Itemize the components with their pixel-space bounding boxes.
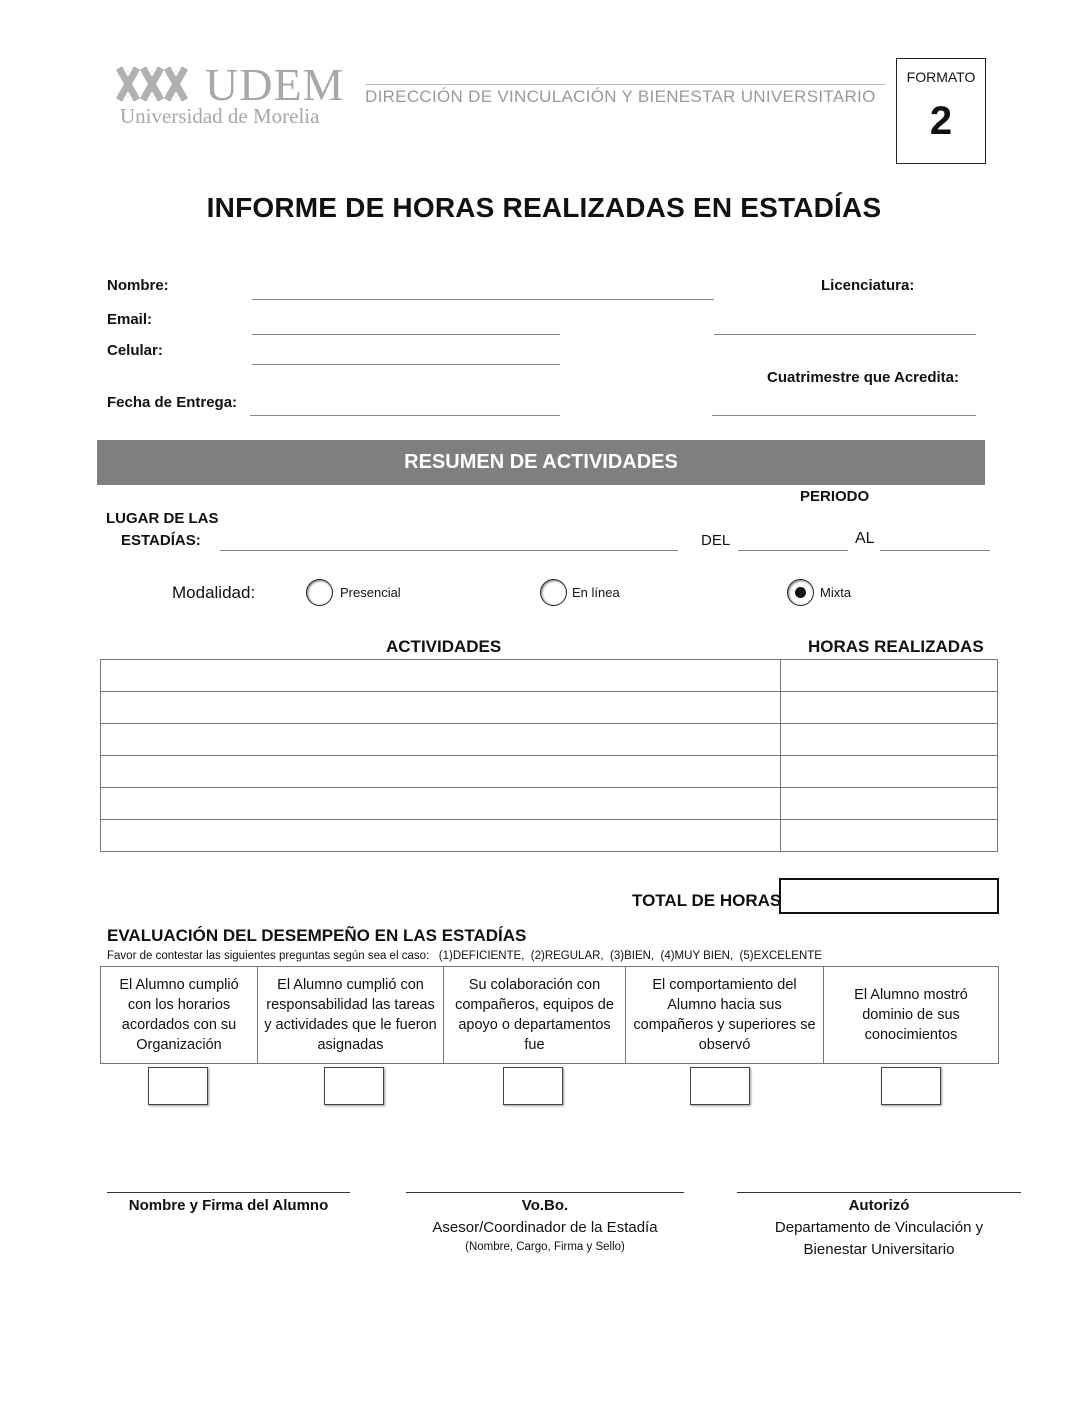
total-horas-field[interactable] (779, 878, 999, 914)
email-field[interactable] (252, 334, 560, 335)
table-row (101, 660, 998, 692)
vobo-line2: (Nombre, Cargo, Firma y Sello) (465, 1241, 625, 1253)
mixta-label: Mixta (820, 585, 852, 600)
vobo-signature-line[interactable] (406, 1192, 684, 1193)
vobo-block (406, 1195, 684, 1255)
formato-number: 2 (929, 99, 953, 143)
lugar-label-line1: LUGAR DE LAS (106, 510, 219, 527)
activity-cell[interactable] (101, 820, 781, 852)
radio-en-linea[interactable] (540, 579, 567, 606)
hours-cell[interactable] (781, 820, 998, 852)
evaluation-instructions: Favor de contestar las siguientes preguntas según sea el caso: (1)DEFICIENTE, (2)REGULAR, (3)BIEN, (4)MUY BIEN, (5)EXCELENTE (107, 950, 822, 962)
resumen-band: RESUMEN DE ACTIVIDADES (97, 440, 985, 485)
table-row (101, 967, 999, 1064)
table-row (101, 820, 998, 852)
al-label: AL (855, 530, 875, 547)
radio-presencial[interactable] (306, 579, 333, 606)
criterion-cell: El Alumno mostró dominio de sus conocimientos (824, 967, 999, 1064)
alumno-signature-label: Nombre y Firma del Alumno (128, 1197, 329, 1214)
udem-logo-mark-icon (115, 62, 205, 106)
table-row (101, 756, 998, 788)
licenciatura-label: Licenciatura: (821, 277, 915, 294)
cuatrimestre-label: Cuatrimestre que Acredita: (767, 369, 959, 386)
evaluation-table (100, 966, 999, 1064)
activity-cell[interactable] (101, 692, 781, 724)
score-box-1[interactable] (148, 1067, 208, 1105)
table-row (101, 724, 998, 756)
score-box-4[interactable] (690, 1067, 750, 1105)
score-box-5[interactable] (881, 1067, 941, 1105)
vobo-line1: Asesor/Coordinador de la Estadía (432, 1219, 658, 1236)
page-title: INFORME DE HORAS REALIZADAS EN ESTADÍAS (206, 192, 882, 223)
licenciatura-field[interactable] (714, 334, 976, 335)
hours-cell[interactable] (781, 756, 998, 788)
activities-table (100, 659, 998, 852)
hours-cell[interactable] (781, 724, 998, 756)
total-horas-label: TOTAL DE HORAS (632, 891, 782, 910)
modalidad-label: Modalidad: (172, 583, 256, 602)
evaluation-title: EVALUACIÓN DEL DESEMPEÑO EN LAS ESTADÍAS (107, 926, 527, 945)
hours-cell[interactable] (781, 692, 998, 724)
autorizo-title: Autorizó (848, 1197, 910, 1214)
table-row (101, 788, 998, 820)
formato-label: FORMATO (906, 69, 976, 85)
del-label: DEL (701, 532, 731, 549)
formato-box (896, 58, 986, 164)
cuatrimestre-field[interactable] (712, 415, 976, 416)
activity-cell[interactable] (101, 788, 781, 820)
lugar-label-line2: ESTADÍAS: (121, 532, 201, 549)
radio-mixta[interactable] (787, 579, 814, 606)
al-field[interactable] (880, 550, 990, 551)
criterion-cell: El comportamiento del Alumno hacia sus compañeros y superiores se observó (626, 967, 824, 1064)
horas-header: HORAS REALIZADAS (808, 637, 984, 656)
del-field[interactable] (738, 550, 848, 551)
fecha-label: Fecha de Entrega: (107, 394, 238, 411)
table-row (101, 692, 998, 724)
autorizo-line2: Bienestar Universitario (803, 1241, 955, 1258)
celular-field[interactable] (252, 364, 560, 365)
nombre-label: Nombre: (107, 277, 169, 294)
criterion-cell: Su colaboración con compañeros, equipos de apoyo o departamentos fue (444, 967, 626, 1064)
score-box-3[interactable] (503, 1067, 563, 1105)
actividades-header: ACTIVIDADES (386, 637, 502, 656)
hours-cell[interactable] (781, 660, 998, 692)
criterion-cell: El Alumno cumplió con responsabilidad las tareas y actividades que le fueron asignadas (258, 967, 444, 1064)
criterion-cell: El Alumno cumplió con los horarios acordados con su Organización (101, 967, 258, 1064)
en-linea-label: En línea (572, 585, 620, 600)
vobo-title: Vo.Bo. (521, 1197, 569, 1214)
department-name: DIRECCIÓN DE VINCULACIÓN Y BIENESTAR UNIVERSITARIO (365, 87, 876, 106)
logo-wordmark: UDEM (205, 59, 345, 110)
celular-label: Celular: (107, 342, 163, 359)
presencial-label: Presencial (340, 585, 401, 600)
alumno-signature-line[interactable] (107, 1192, 350, 1193)
lugar-field[interactable] (220, 550, 678, 551)
logo-subtitle: Universidad de Morelia (120, 104, 320, 128)
header-divider (365, 84, 885, 85)
autorizo-block (737, 1195, 1021, 1261)
autorizo-line1: Departamento de Vinculación y (774, 1219, 984, 1236)
activity-cell[interactable] (101, 660, 781, 692)
activity-cell[interactable] (101, 756, 781, 788)
nombre-field[interactable] (252, 299, 714, 300)
fecha-field[interactable] (250, 415, 560, 416)
periodo-label: PERIODO (800, 488, 870, 505)
radio-selected-dot (795, 587, 806, 598)
email-label: Email: (107, 311, 153, 328)
autorizo-signature-line[interactable] (737, 1192, 1021, 1193)
hours-cell[interactable] (781, 788, 998, 820)
score-box-2[interactable] (324, 1067, 384, 1105)
activity-cell[interactable] (101, 724, 781, 756)
